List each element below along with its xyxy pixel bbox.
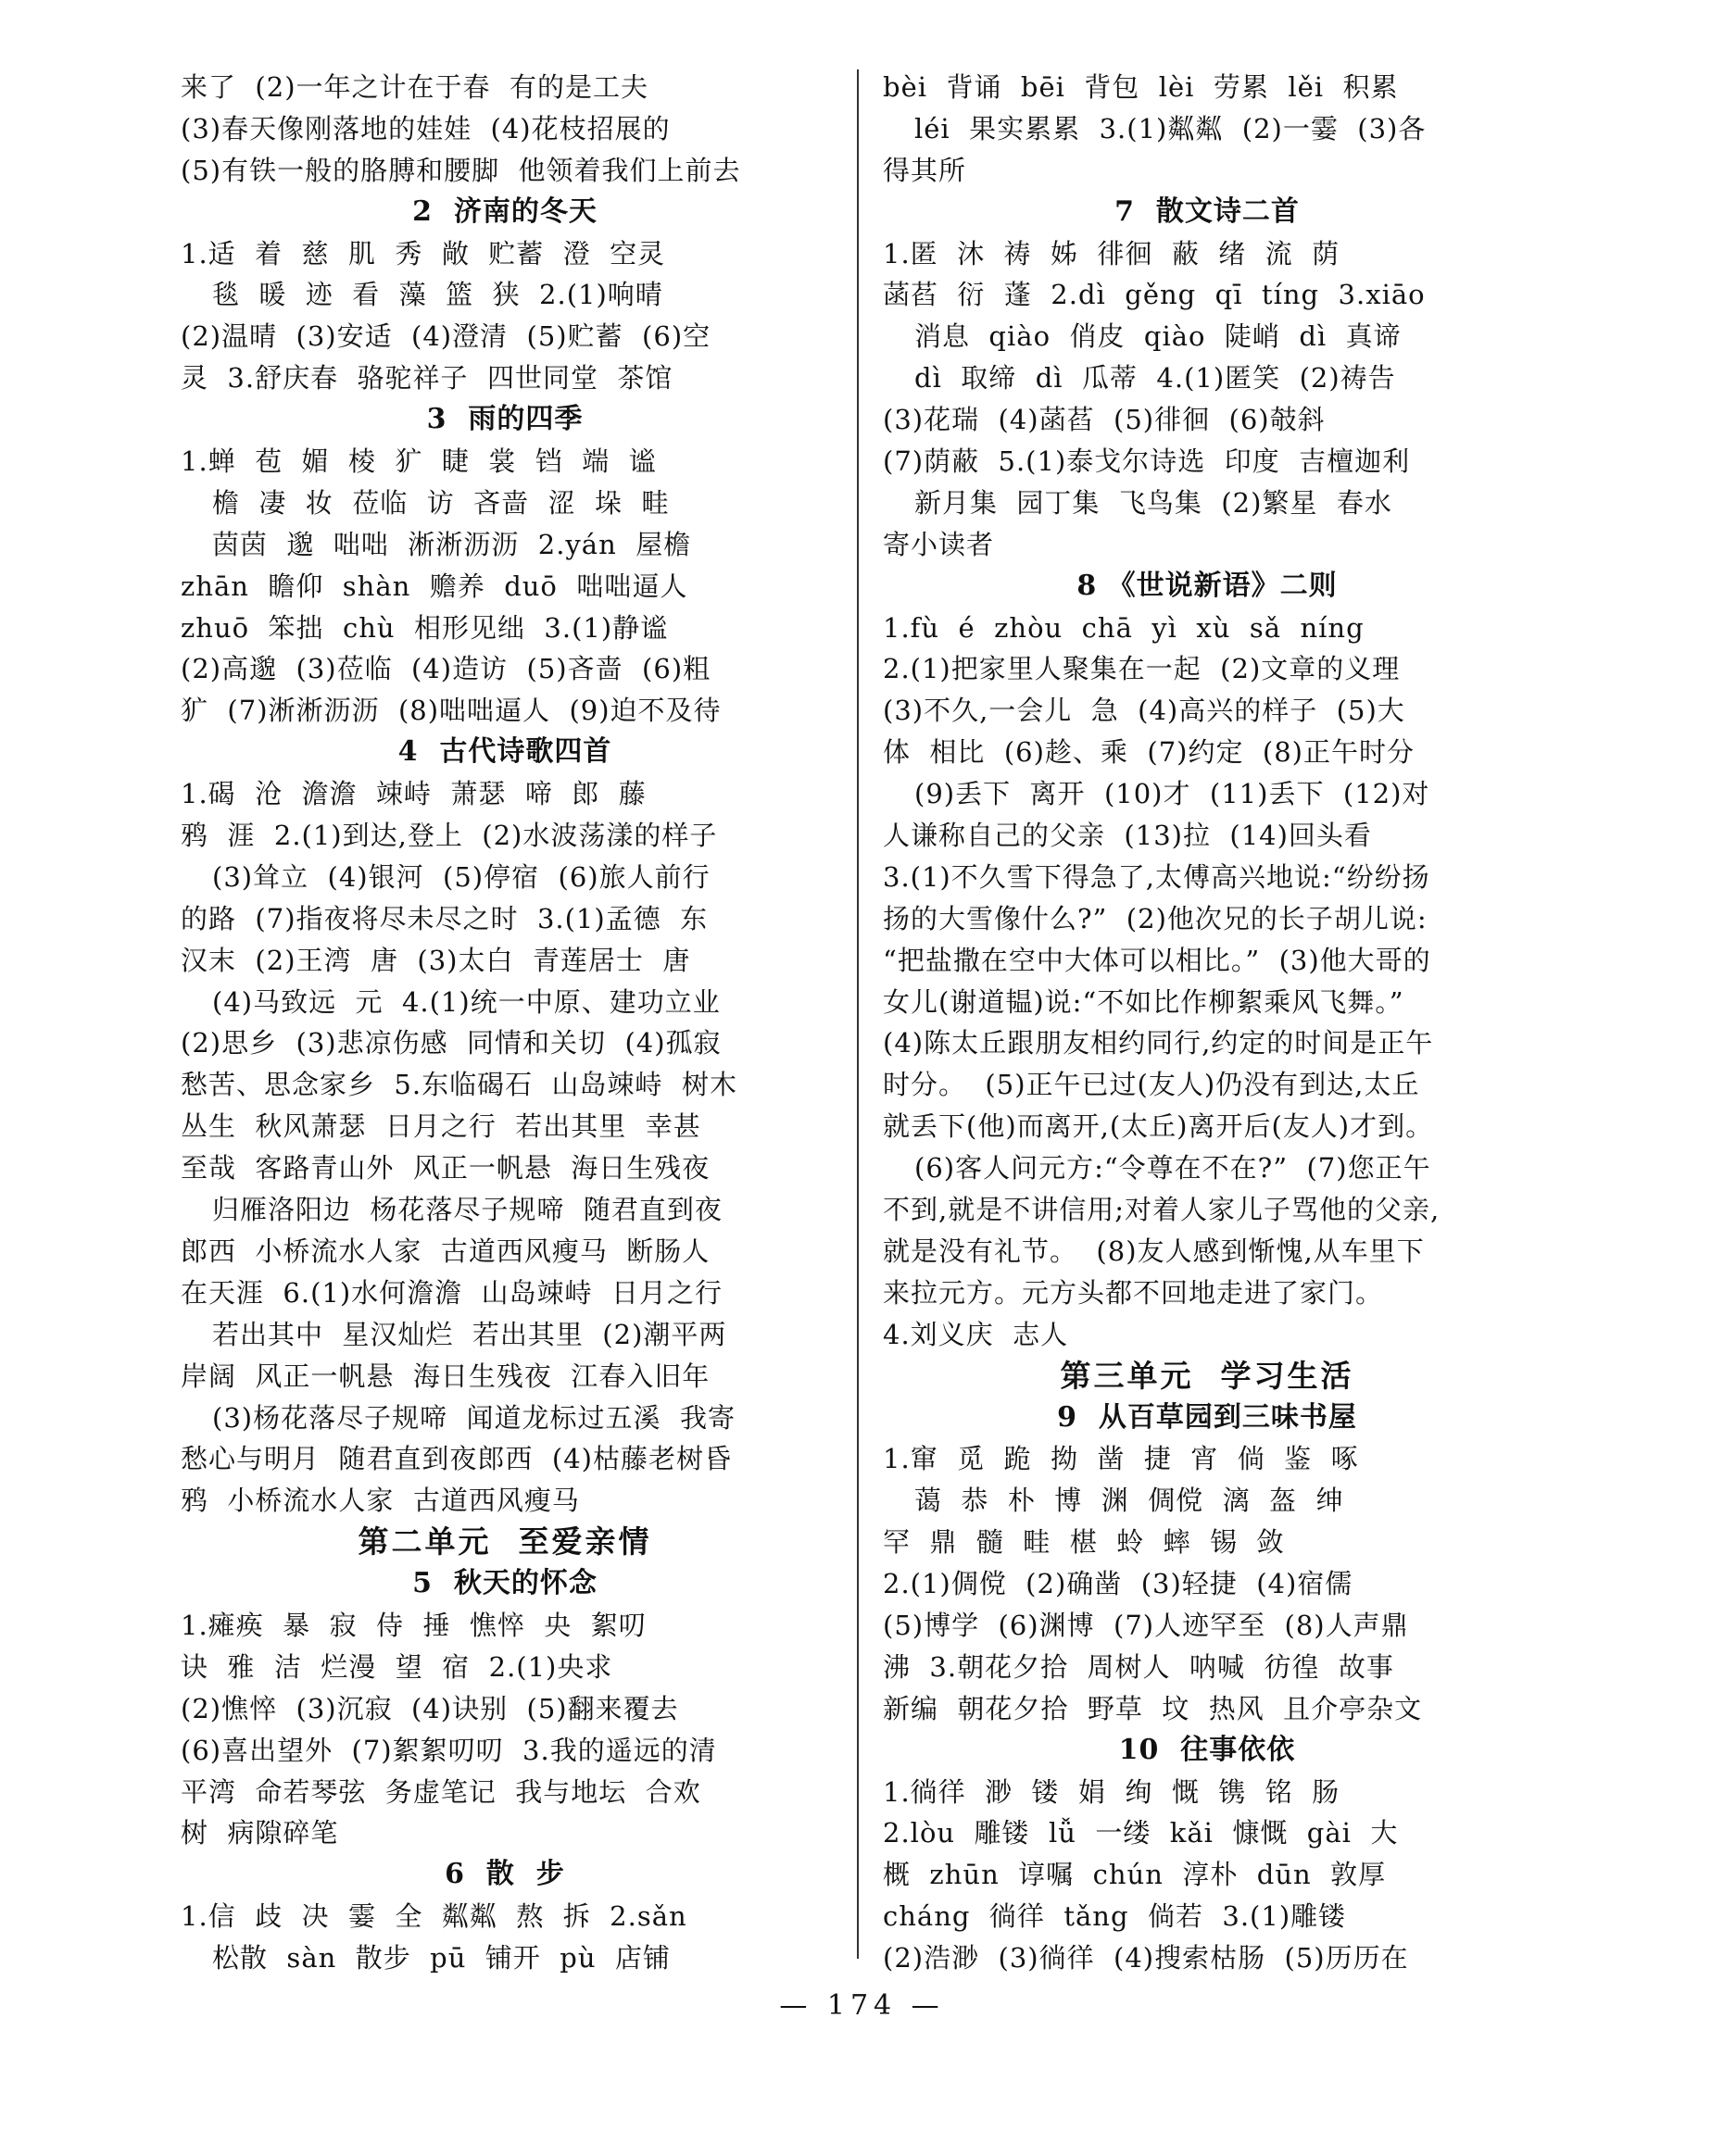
answer-line: (5)博学 (6)渊博 (7)人迹罕至 (8)人声鼎 [883,1609,1409,1641]
answer-line: 人谦称自己的父亲 (13)拉 (14)回头看 [883,820,1372,852]
answer-line: 檐 凄 妆 莅临 访 吝啬 涩 垛 畦 [212,486,670,519]
answer-line: 消息 qiào 俏皮 qiào 陡峭 dì 真谛 [914,320,1402,353]
answer-line: zhān 瞻仰 shàn 赡养 duō 咄咄逼人 [181,570,688,602]
answer-line: 树 病隙碎笔 [181,1817,339,1849]
page-number: — 174 — [779,1989,945,2022]
answer-line: (2)憔悴 (3)沉寂 (4)诀别 (5)翻来覆去 [181,1692,679,1724]
answer-line: 新编 朝花夕拾 野草 坟 热风 且介亭杂文 [883,1692,1423,1724]
answer-line: 郎西 小桥流水人家 古道西风瘦马 断肠人 [181,1235,711,1267]
answer-line: 2.(1)倜傥 (2)确凿 (3)轻捷 (4)宿儒 [883,1568,1353,1600]
answer-line: 蔼 恭 朴 博 渊 倜傥 漓 盔 绅 [914,1485,1344,1517]
answer-line: 松散 sàn 散步 pū 铺开 pù 店铺 [212,1942,671,1974]
answer-line: 2.(1)把家里人聚集在一起 (2)文章的义理 [883,653,1401,685]
lesson-heading: 3 雨的四季 [426,403,584,436]
answer-line: 1.适 着 慈 肌 秀 敞 贮蓄 澄 空灵 [181,237,666,270]
right-column [883,67,1531,1979]
lesson-heading: 9 从百草园到三味书屋 [1057,1400,1357,1434]
answer-line: 归雁洛阳边 杨花落尽子规啼 随君直到夜 [212,1194,723,1226]
answer-line: 3.(1)不久雪下得急了,太傅高兴地说:“纷纷扬 [883,860,1430,893]
answer-line: 的路 (7)指夜将尽未尽之时 3.(1)孟德 东 [181,902,709,934]
answer-line: (4)马致远 元 4.(1)统一中原、建功立业 [212,985,721,1018]
answer-line: (3)春天像刚落地的娃娃 (4)花枝招展的 [181,112,671,144]
answer-line: 丛生 秋风萧瑟 日月之行 若出其里 幸甚 [181,1110,701,1143]
lesson-heading: 6 散 步 [445,1858,565,1891]
answer-line: 岸阔 风正一帆悬 海日生残夜 江春入旧年 [181,1360,711,1392]
answer-line: 就是没有礼节。 (8)友人感到惭愧,从车里下 [883,1235,1425,1267]
answer-line: (3)杨花落尽子规啼 闻道龙标过五溪 我寄 [212,1401,736,1434]
answer-line: 时分。 (5)正午已过(友人)仍没有到达,太丘 [883,1069,1420,1101]
answer-line: 1.fù é zhòu chā yì xù sǎ níng [883,611,1365,644]
column-divider [857,69,859,1959]
answer-line: 茵茵 邈 咄咄 淅淅沥沥 2.yán 屋檐 [212,528,692,560]
answer-line: 1.蝉 苞 媚 棱 犷 睫 裳 铛 端 谧 [181,445,657,478]
unit-heading: 第三单元 学习生活 [1060,1357,1354,1394]
answer-line: 来拉元方。元方头都不回地走进了家门。 [883,1276,1384,1309]
answer-line: 灵 3.舒庆春 骆驼祥子 四世同堂 茶馆 [181,362,673,395]
answer-line: 2.lòu 雕镂 lǚ 一缕 kǎi 慷慨 gài 大 [883,1817,1399,1849]
answer-line: 新月集 园丁集 飞鸟集 (2)繁星 春水 [914,486,1392,519]
answer-line: 犷 (7)淅淅沥沥 (8)咄咄逼人 (9)迫不及待 [181,695,722,727]
answer-line: (2)思乡 (3)悲凉伤感 同情和关切 (4)孤寂 [181,1027,722,1059]
answer-line: 1.瘫痪 暴 寂 侍 捶 憔悴 央 絮叨 [181,1609,647,1641]
answer-line: zhuō 笨拙 chù 相形见绌 3.(1)静谧 [181,611,669,644]
answer-line: (6)客人问元方:“令尊在不在?” (7)您正午 [914,1152,1431,1185]
answer-line: (9)丢下 离开 (10)才 (11)丢下 (12)对 [914,778,1430,810]
answer-line: (4)陈太丘跟朋友相约同行,约定的时间是正午 [883,1027,1434,1059]
answer-line: (7)荫蔽 5.(1)泰戈尔诗选 印度 吉檀迦利 [883,445,1411,478]
answer-line: 寄小读者 [883,528,995,560]
answer-line: 1.信 歧 决 霎 全 粼粼 熬 拆 2.sǎn [181,1900,687,1933]
lesson-heading: 4 古代诗歌四首 [397,735,612,769]
answer-line: 愁心与明月 随君直到夜郎西 (4)枯藤老树昏 [181,1443,732,1475]
answer-line: 菡萏 衍 蓬 2.dì gěng qī tíng 3.xiāo [883,279,1426,311]
answer-line: 鸦 小桥流水人家 古道西风瘦马 [181,1485,580,1517]
answer-line: 沸 3.朝花夕拾 周树人 呐喊 彷徨 故事 [883,1650,1394,1683]
answer-line: 4.刘义庆 志人 [883,1318,1069,1350]
answer-line: (5)有铁一般的胳膊和腰脚 他领着我们上前去 [181,154,741,186]
answer-line: (6)喜出望外 (7)絮絮叨叨 3.我的遥远的清 [181,1734,717,1766]
answer-line: 得其所 [883,154,967,186]
lesson-heading: 10 往事依依 [1118,1733,1296,1766]
left-column [181,67,829,1979]
lesson-heading: 2 济南的冬天 [412,194,598,228]
answer-line: 罕 鼎 髓 畦 椹 蛉 蟀 锡 敛 [883,1526,1285,1559]
answer-line: 愁苦、思念家乡 5.东临碣石 山岛竦峙 树木 [181,1069,737,1101]
answer-line: 汉末 (2)王湾 唐 (3)太白 青莲居士 唐 [181,944,691,976]
answer-line: “把盐撒在空中大体可以相比。” (3)他大哥的 [883,944,1431,976]
answer-line: 1.徜徉 渺 镂 娟 绚 慨 镌 铭 肠 [883,1775,1340,1808]
answer-line: 来了 (2)一年之计在于春 有的是工夫 [181,71,648,103]
answer-line: 若出其中 星汉灿烂 若出其里 (2)潮平两 [212,1318,727,1350]
answer-line: 女儿(谢道韫)说:“不如比作柳絮乘风飞舞。” [883,985,1404,1018]
answer-line: 诀 雅 洁 烂漫 望 宿 2.(1)央求 [181,1650,613,1683]
lesson-heading: 5 秋天的怀念 [412,1567,598,1600]
answer-line: 1.碣 沧 澹澹 竦峙 萧瑟 啼 郎 藤 [181,778,647,810]
answer-line: 1.匿 沐 祷 姊 徘徊 蔽 绪 流 荫 [883,237,1340,270]
lesson-heading: 8 《世说新语》二则 [1076,569,1338,602]
answer-line: (2)浩渺 (3)徜徉 (4)搜索枯肠 (5)历历在 [883,1942,1409,1974]
answer-line: 1.窜 觅 跪 拗 凿 捷 宵 倘 鉴 啄 [883,1443,1359,1475]
answer-line: (2)高邈 (3)莅临 (4)造访 (5)吝啬 (6)粗 [181,653,711,685]
lesson-heading: 7 散文诗二首 [1114,194,1300,228]
answer-line: dì 取缔 dì 瓜蒂 4.(1)匿笑 (2)祷告 [914,362,1396,395]
answer-line: 毯 暖 迹 看 藻 篮 狭 2.(1)响晴 [212,279,663,311]
answer-line: 至哉 客路青山外 风正一帆悬 海日生残夜 [181,1152,711,1185]
answer-line: 概 zhūn 谆嘱 chún 淳朴 dūn 敦厚 [883,1859,1387,1891]
answer-line: (3)耸立 (4)银河 (5)停宿 (6)旅人前行 [212,860,711,893]
answer-line: 不到,就是不讲信用;对着人家儿子骂他的父亲, [883,1194,1441,1226]
answer-line: léi 果实累累 3.(1)粼粼 (2)一霎 (3)各 [914,112,1427,144]
answer-line: 扬的大雪像什么?” (2)他次兄的长子胡儿说: [883,902,1428,934]
answer-line: (3)花瑞 (4)菡萏 (5)徘徊 (6)攲斜 [883,404,1326,436]
answer-line: (3)不久,一会儿 急 (4)高兴的样子 (5)大 [883,695,1405,727]
answer-line: 就丢下(他)而离开,(太丘)离开后(友人)才到。 [883,1110,1434,1143]
answer-line: cháng 徜徉 tǎng 倘若 3.(1)雕镂 [883,1900,1347,1933]
answer-line: 平湾 命若琴弦 务虚笔记 我与地坛 合欢 [181,1775,701,1808]
answer-line: 体 相比 (6)趁、乘 (7)约定 (8)正午时分 [883,736,1415,769]
answer-line: 鸦 涯 2.(1)到达,登上 (2)水波荡漾的样子 [181,820,718,852]
unit-heading: 第二单元 至爱亲情 [358,1523,652,1561]
answer-line: (2)温晴 (3)安适 (4)澄清 (5)贮蓄 (6)空 [181,320,711,353]
answer-line: bèi 背诵 bēi 背包 lèi 劳累 lěi 积累 [883,71,1399,103]
answer-line: 在天涯 6.(1)水何澹澹 山岛竦峙 日月之行 [181,1276,724,1309]
